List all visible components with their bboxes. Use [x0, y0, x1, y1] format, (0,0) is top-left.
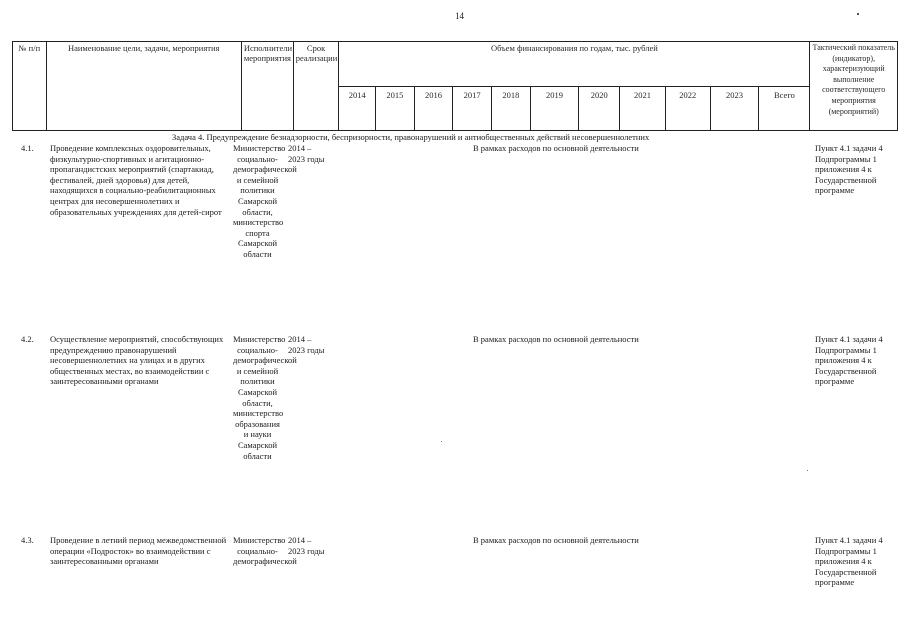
year-2018: 2018 [492, 87, 531, 131]
year-2016: 2016 [414, 87, 453, 131]
row-indicator: Пункт 4.1 задачи 4 Подпрограммы 1 приложения 4 к Государственной программе [815, 535, 883, 588]
row-number: 4.3. [21, 535, 34, 545]
year-2020: 2020 [579, 87, 620, 131]
header-num: № п/п [13, 42, 47, 131]
header-table [12, 41, 898, 131]
row-number: 4.2. [21, 334, 34, 344]
row-term: 2014 – 2023 годы [288, 143, 325, 164]
scan-speck [857, 13, 859, 15]
row-indicator: Пункт 4.1 задачи 4 Подпрограммы 1 приложения 4 к Государственной программе [815, 334, 883, 387]
header-term: Срок реализации [293, 42, 339, 131]
row-name: Проведение комплексных оздоровительных, физкультурно-спортивных и агитационно-пропагандистских мероприятий (спартакиад, фестивалей, дней здоровья) для детей, находящихся в социально-реабилитационных центрах для несовершеннолетних и образовательных учреждениях для детей-сирот [50, 143, 222, 217]
year-2022: 2022 [665, 87, 710, 131]
year-total: Всего [759, 87, 810, 131]
row-executors: Министерство социально-демографической и семейной политики Самарской области, министерство образования и науки Самарской области [233, 334, 297, 461]
row-term: 2014 – 2023 годы [288, 535, 325, 556]
scan-speck [807, 470, 808, 471]
row-name: Проведение в летний период межведомственной операции «Подросток» во взаимодействии с заинтересованными органами [50, 535, 227, 567]
header-executors: Исполнители мероприятия [241, 42, 293, 131]
year-2023: 2023 [710, 87, 759, 131]
scan-speck [441, 441, 442, 442]
row-indicator: Пункт 4.1 задачи 4 Подпрограммы 1 приложения 4 к Государственной программе [815, 143, 883, 196]
row-name: Осуществление мероприятий, способствующих предупреждению правонарушений несовершеннолетних на улицах и в других общественных местах, во взаимодействии с заинтересованными органами [50, 334, 224, 387]
row-executors: Министерство социально-демографической [233, 535, 297, 567]
year-2015: 2015 [376, 87, 415, 131]
year-2014: 2014 [339, 87, 376, 131]
row-term: 2014 – 2023 годы [288, 334, 325, 355]
year-2019: 2019 [530, 87, 579, 131]
header-indicator: Тактический показатель (индикатор), характеризующий выполнение соответствующего мероприятия (мероприятий) [810, 42, 898, 131]
row-finance: В рамках расходов по основной деятельности [473, 143, 639, 153]
row-executors: Министерство социально-демографической и семейной политики Самарской области, министерство спорта Самарской области [233, 143, 297, 259]
header-finance: Объем финансирования по годам, тыс. рублей [339, 42, 810, 87]
year-2017: 2017 [453, 87, 492, 131]
page-number: 14 [455, 11, 464, 21]
row-number: 4.1. [21, 143, 34, 153]
row-finance: В рамках расходов по основной деятельности [473, 535, 639, 545]
header-name: Наименование цели, задачи, мероприятия [46, 42, 241, 131]
year-2021: 2021 [620, 87, 666, 131]
row-finance: В рамках расходов по основной деятельности [473, 334, 639, 344]
task-title: Задача 4. Предупреждение безнадзорности, беспризорности, правонарушений и антиобщественных действий несовершеннолетних [172, 132, 650, 142]
